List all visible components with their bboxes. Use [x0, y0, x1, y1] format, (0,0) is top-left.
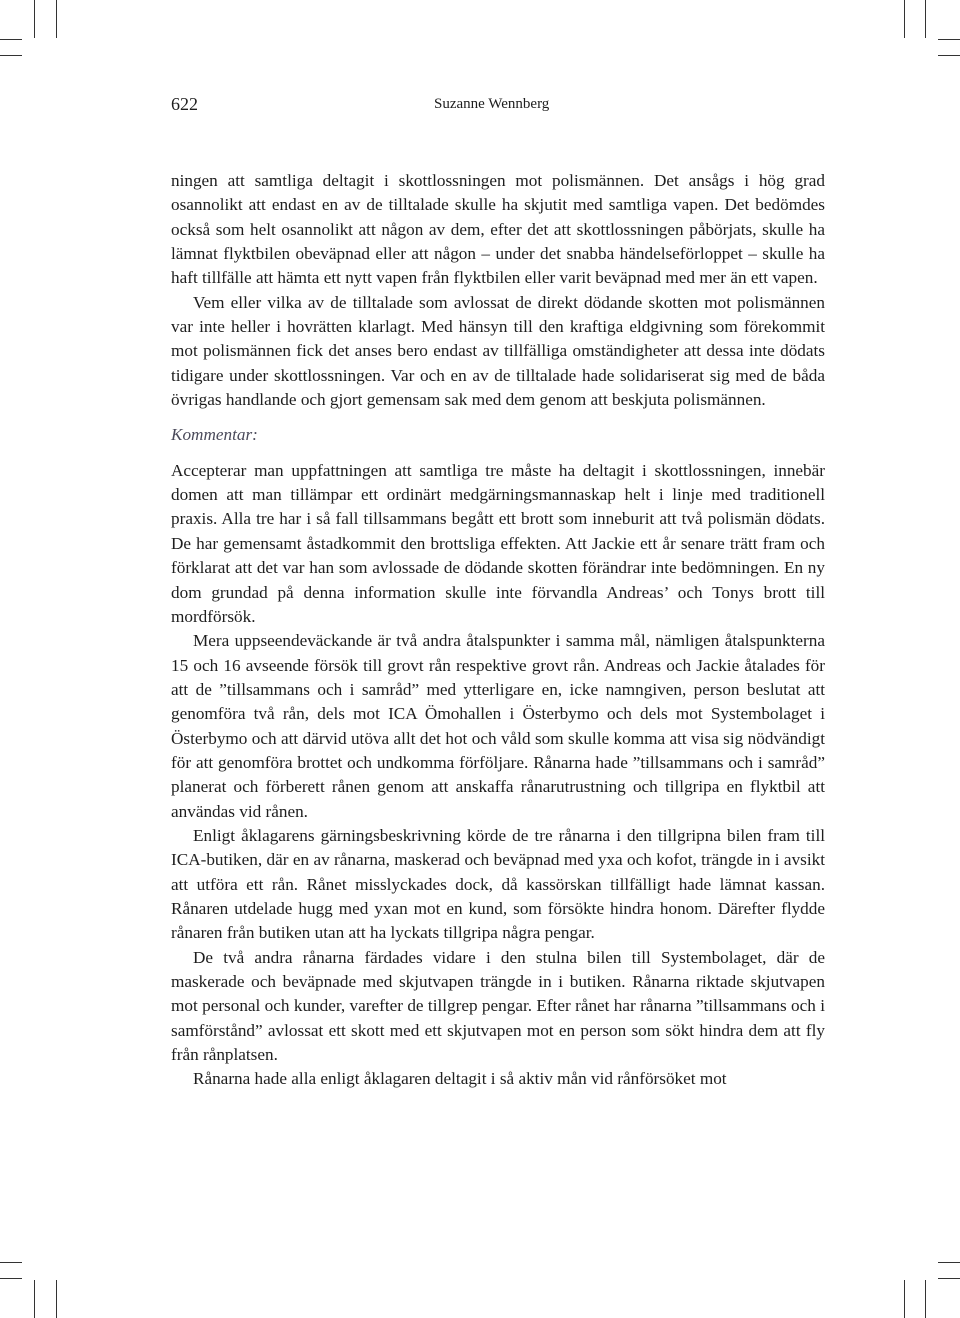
crop-mark — [56, 1280, 57, 1318]
crop-mark — [0, 39, 22, 40]
crop-mark — [904, 0, 905, 38]
crop-mark — [925, 1280, 926, 1318]
paragraph: Mera uppseendeväckande är två andra åtalspunkter i samma mål, nämligen åtalspunkterna 15 och 16 avseende försök till grovt rån respektive grovt rån. Andreas och Jackie åtalades för att de ”tillsammans och i samråd” med ytterligare en, icke namngiven, person beslutat att genomföra två rån, dels mot ICA Ömohallen i Österbymo och dels mot Systembolaget i Österbymo och att därvid utöva allt det hot och våld som skulle komma att visa sig nödvändigt för att genomföra brottet och undkomma förföljare. Rånarna hade ”tillsammans och i samråd” planerat och förberett rånen genom att anskaffa rånarutrustning och tillgripa en flyktbil att användas vid rånen. — [171, 631, 825, 821]
crop-mark — [0, 1262, 22, 1263]
running-header — [171, 94, 825, 120]
crop-mark — [904, 1280, 905, 1318]
paragraph: Accepterar man uppfattningen att samtliga tre måste ha deltagit i skottlossningen, innebär domen att man tillämpar ett ordinärt medgärningsmannaskap helt i linje med traditionell praxis. Alla tre har i så fall tillsammans begått ett brott som inneburit att två polismän dödats. De har gemensamt åstadkommit den brottsliga effekten. Att Jackie ett år senare trätt fram och förklarat att det var han som avlossade de dödande skotten förändrar inte bedömningen. En ny dom grundad på denna information skulle inte förvandla Andreas’ och Tonys brott till mordförsök. — [171, 460, 825, 626]
paragraph: ningen att samtliga deltagit i skottlossningen mot polismännen. Det ansågs i hög grad osannolikt att endast en av de tilltalade skulle ha skjutit med samtliga vapen. Det bedömdes också som helt osannolikt att någon av dem, efter det att skottlossningen påbörjats, skulle ha lämnat flyktbilen obeväpnad eller att någon – under det snabba händelseförloppet – skulle ha haft tillfälle att hämta ett nytt vapen från flyktbilen eller varit beväpnad med mer än ett vapen. — [171, 171, 825, 288]
main-text — [171, 169, 825, 1092]
crop-mark — [925, 0, 926, 38]
crop-mark — [938, 1278, 960, 1279]
crop-mark — [938, 1262, 960, 1263]
section-heading: Kommentar: — [171, 425, 258, 445]
crop-mark — [938, 55, 960, 56]
paragraph: De två andra rånarna färdades vidare i den stulna bilen till Systembolaget, där de maskerade och beväpnade med skjutvapen trängde in i butiken. Rånarna riktade skjutvapen mot personal och kunder, varefter de tillgrep pengar. Efter rånet har rånarna ”tillsammans och i samförstånd” avlossat ett skott med ett skjutvapen mot en person som sökt hindra dem att fly från rånplatsen. — [171, 947, 825, 1065]
crop-mark — [34, 0, 35, 38]
crop-mark — [34, 1280, 35, 1318]
page-number: 622 — [171, 94, 198, 114]
paragraph: Enligt åklagarens gärningsbeskrivning körde de tre rånarna i den tillgripna bilen fram till ICA-butiken, där en av rånarna, maskerad och beväpnad med yxa och kofot, trängde in i avsikt att utföra ett rån. Rånet misslyckades dock, då kassörskan tillfälligt hade lämnat kassan. Rånaren utdelade hugg med yxan mot en kund, som försökte hindra honom. Därefter flydde rånaren från butiken utan att ha lyckats tillgripa några pengar. — [171, 825, 825, 943]
crop-mark — [0, 1278, 22, 1279]
crop-mark — [0, 55, 22, 56]
running-author: Suzanne Wennberg — [434, 96, 550, 112]
crop-mark — [56, 0, 57, 38]
crop-mark — [938, 39, 960, 40]
paragraph: Vem eller vilka av de tilltalade som avlossat de direkt dödande skotten mot polismännen var inte heller i hovrätten klarlagt. Med hänsyn till den kraftiga eldgivning som förekommit mot polismännen fick det anses bero endast av tillfälliga omständigheter att dessa inte dödats tidigare under skottlossningen. Var och en av de tilltalade hade solidariserat sig med de båda övrigas handlande och gjort gemensam sak med dem genom att beskjuta polismännen. — [171, 292, 825, 410]
paragraph: Rånarna hade alla enligt åklagaren deltagit i så aktiv mån vid rånförsöket mot — [193, 1069, 727, 1089]
